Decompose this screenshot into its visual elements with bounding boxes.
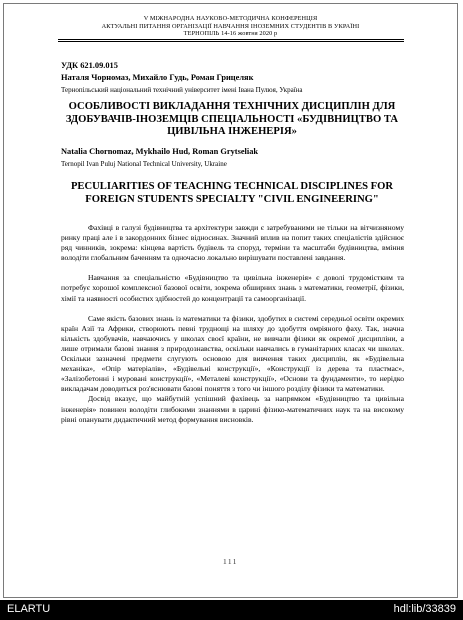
authors-en: Natalia Chornomaz, Mykhailo Hud, Roman Grytseliak [61, 147, 259, 156]
paragraph: Фахівці в галузі будівництва та архітектури завжди є затребуваними не тільки на вітчизняному ринку праці але і в закордонних бізнес відносинах. Значний вплив на попит таких спеціалістів здійснює ряд чинників, зокрема: кінцева вартість будівель та споруд, терміни та масштаби будівництва, вміння володіти глобальним баченням та одночасно локально вирішувати поставлені завдання. [61, 223, 404, 263]
article-body [61, 223, 404, 425]
footer-bar [0, 600, 463, 620]
conference-header [4, 15, 457, 38]
repository-name: ELARTU [7, 603, 51, 615]
paragraph: Досвід вказує, що майбутній успішний фахівець за напрямком «Будівництво та цивільна інженерія» повинен володіти глибокими знаннями в царині фізико-математичних наук та на високому рівні опанувати дидактичний метод формування висновків. [61, 394, 404, 424]
udc-code: УДК 621.09.015 [61, 61, 118, 70]
paragraph: Навчання за спеціальністю «Будівництво та цивільна інженерія» є доволі трудомістким та потребує хорошої комплексної базової освіти, зокрема обширних знань з математики, геометрії, фізики, хімії та наявності особистих здібностей до концентрації та самоорганізації. [61, 273, 404, 303]
title-en: PECULIARITIES OF TEACHING TECHNICAL DISCIPLINES FOR FOREIGN STUDENTS SPECIALTY "CIVIL ENGINEERING" [70, 181, 394, 205]
header-rule [58, 39, 404, 40]
page-number: 111 [222, 557, 239, 566]
document-page [3, 3, 458, 598]
authors-ua: Наталя Чорномаз, Михайло Гудь, Роман Грицеляк [61, 73, 254, 82]
header-rule [58, 41, 404, 42]
conference-title: V МІЖНАРОДНА НАУКОВО-МЕТОДИЧНА КОНФЕРЕНЦІЯ [143, 15, 318, 22]
handle-link[interactable]: hdl:lib/33839 [393, 603, 456, 615]
conference-subtitle: АКТУАЛЬНІ ПИТАННЯ ОРГАНІЗАЦІЇ НАВЧАННЯ ІНОЗЕМНИХ СТУДЕНТІВ В УКРАЇНІ [101, 22, 360, 30]
affiliation-ua: Тернопільський національний технічний університет імені Івана Пулюя, Україна [61, 86, 303, 94]
conference-place-date: ТЕРНОПІЛЬ 14-16 жовтня 2020 р [183, 30, 278, 38]
paragraph: Саме якість базових знань із математики та фізики, здобутих в системі середньої освіти окремих країн Азії та Африки, створюють певні труднощі на шляху до здобуття омріяного фаху. Так, значна кількість здобувачів, навчаючись у школах своєї країни, не вивчали фізики як окремої дисципліни, а лише отримали базові знання з природознавства, оскільки навчались в гуманітарних класах чи школах. Оскільки зазначені предмети слугують основою для вивчення таких дисциплін, як «Будівельна механіка», «Опір матеріалів», «Будівельні конструкції», «Конструкції із дерева та пластмас», «Залізобетонні і муровані конструкції», «Металеві конструкції», «Основи та фундаменти», то нерідко викладачам доводиться роз'яснювати базові поняття з того чи іншого розділу фізики та математики. [61, 313, 404, 394]
affiliation-en: Ternopil Ivan Puluj National Technical University, Ukraine [61, 160, 227, 168]
title-ua: ОСОБЛИВОСТІ ВИКЛАДАННЯ ТЕХНІЧНИХ ДИСЦИПЛІН ДЛЯ ЗДОБУВАЧІВ-ІНОЗЕМЦІВ СПЕЦІАЛЬНОСТІ «БУДІВНИЦТВО ТА ЦИВІЛЬНА ІНЖЕНЕРІЯ» [65, 101, 399, 138]
